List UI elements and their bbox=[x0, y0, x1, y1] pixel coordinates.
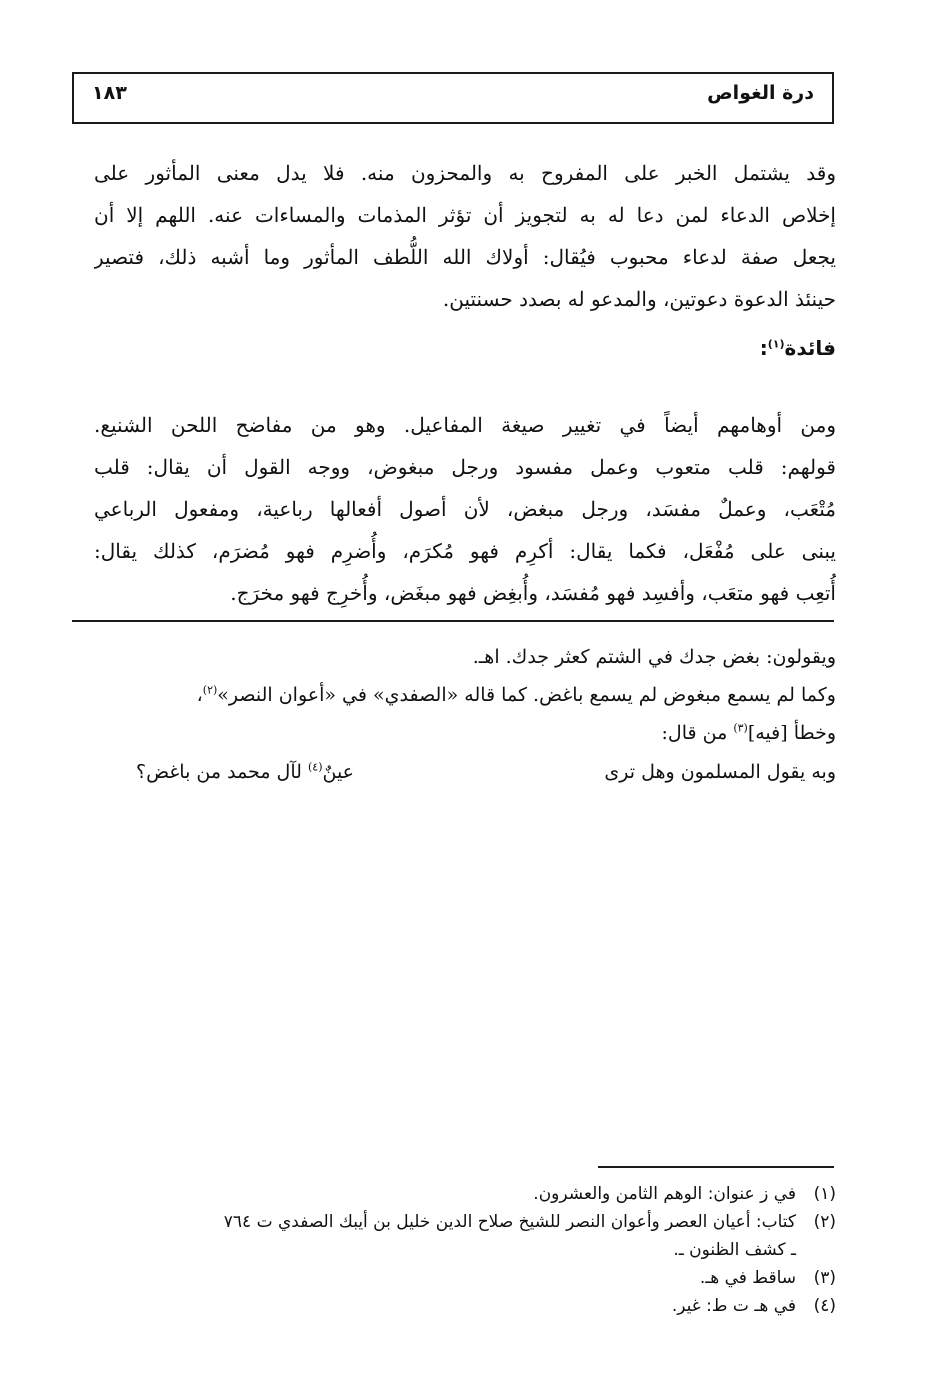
footnotes bbox=[76, 1180, 836, 1320]
footnote-number: (٢) bbox=[813, 1212, 836, 1232]
footnote-text: في ز عنوان: الوهم الثامن والعشرون. bbox=[533, 1184, 796, 1204]
commentary-block bbox=[94, 638, 836, 752]
commentary-line: وكما لم يسمع مبغوض لم يسمع باغض. كما قاله «الصفدي» في «أعوان النصر»$^{(٢)}$، bbox=[196, 683, 836, 706]
running-header bbox=[72, 72, 834, 124]
footnote-ref: (١) bbox=[767, 337, 785, 351]
paragraph-line: يجعل صفة لدعاء محبوب فيُقال: أولاك الله اللُّطف المأثور وما أشبه ذلك، فتصير bbox=[94, 245, 836, 269]
header-title: درة الغواص bbox=[707, 82, 814, 104]
footnote-item bbox=[76, 1208, 836, 1264]
paragraph-2 bbox=[94, 404, 836, 614]
paragraph-line: يبنى على مُفْعَل، فكما يقال: أكرِم فهو مُكرَم، وأُضرِم فهو مُضرَم، كذلك يقال: bbox=[94, 539, 836, 563]
paragraph-line: مُتْعَب، وعملٌ مفسَد، ورجل مبغض، لأن أصول أفعالها رباعية، ومفعول الرباعي bbox=[94, 497, 836, 521]
footnote-item bbox=[76, 1292, 836, 1320]
footnote-text: ـ كشف الظنون ـ. bbox=[673, 1240, 796, 1260]
commentary-line: ويقولون: بغض جدك في الشتم كعثر جدك. اهـ. bbox=[472, 646, 836, 668]
faida-colon: : bbox=[759, 336, 768, 360]
verse-second-hemistich: عينٌ$^{(٤)}$ لآل محمد من باغض؟ bbox=[136, 760, 355, 783]
footnote-ref: (٣) bbox=[733, 721, 748, 735]
faida-heading bbox=[760, 336, 836, 360]
page-number: ١٨٣ bbox=[92, 82, 127, 104]
footnote-divider bbox=[598, 1166, 834, 1168]
paragraph-1 bbox=[94, 152, 836, 320]
paragraph-line: إخلاص الدعاء لمن دعا له به لتجويز أن تؤثر المذمات والمساءات عنه. اللهم إلا أن bbox=[94, 203, 836, 227]
poetry-verse bbox=[136, 752, 836, 792]
footnote-item bbox=[76, 1180, 836, 1208]
paragraph-line: ومن أوهامهم أيضاً في تغيير صيغة المفاعيل. وهو من مفاضح اللحن الشنيع. bbox=[94, 413, 836, 437]
footnote-ref: (٢) bbox=[202, 683, 218, 697]
main-divider bbox=[72, 620, 834, 622]
faida-label: فائدة bbox=[784, 336, 836, 360]
footnote-item bbox=[76, 1264, 836, 1292]
footnote-number: (٤) bbox=[813, 1296, 836, 1316]
footnote-number: (١) bbox=[813, 1184, 836, 1204]
footnote-ref: (٤) bbox=[307, 760, 323, 774]
footnote-text: ساقط في هـ. bbox=[699, 1268, 796, 1288]
footnote-text: في هـ ت ط: غير. bbox=[671, 1296, 796, 1316]
paragraph-line: وقد يشتمل الخبر على المفروح به والمحزون منه. فلا يدل معنى المأثور على bbox=[94, 161, 836, 185]
paragraph-line: حينئذ الدعوة دعوتين، والمدعو له بصدد حسنتين. bbox=[442, 287, 836, 311]
footnote-text: كتاب: أعيان العصر وأعوان النصر للشيخ صلاح الدين خليل بن أيبك الصفدي ت ٧٦٤ bbox=[223, 1212, 796, 1232]
paragraph-line: قولهم: قلب متعوب وعمل مفسود ورجل مبغوض، ووجه القول أن يقال: قلب bbox=[94, 455, 836, 479]
commentary-line: وخطأ [فيه]$^{(٣)}$ من قال: bbox=[661, 721, 836, 744]
paragraph-line: أُتعِب فهو متعَب، وأفسِد فهو مُفسَد، وأُبغِض فهو مبغَض، وأُخرِج فهو مخرَج. bbox=[230, 581, 836, 605]
footnote-number: (٣) bbox=[813, 1268, 836, 1288]
verse-first-hemistich: وبه يقول المسلمون وهل ترى bbox=[604, 761, 836, 783]
